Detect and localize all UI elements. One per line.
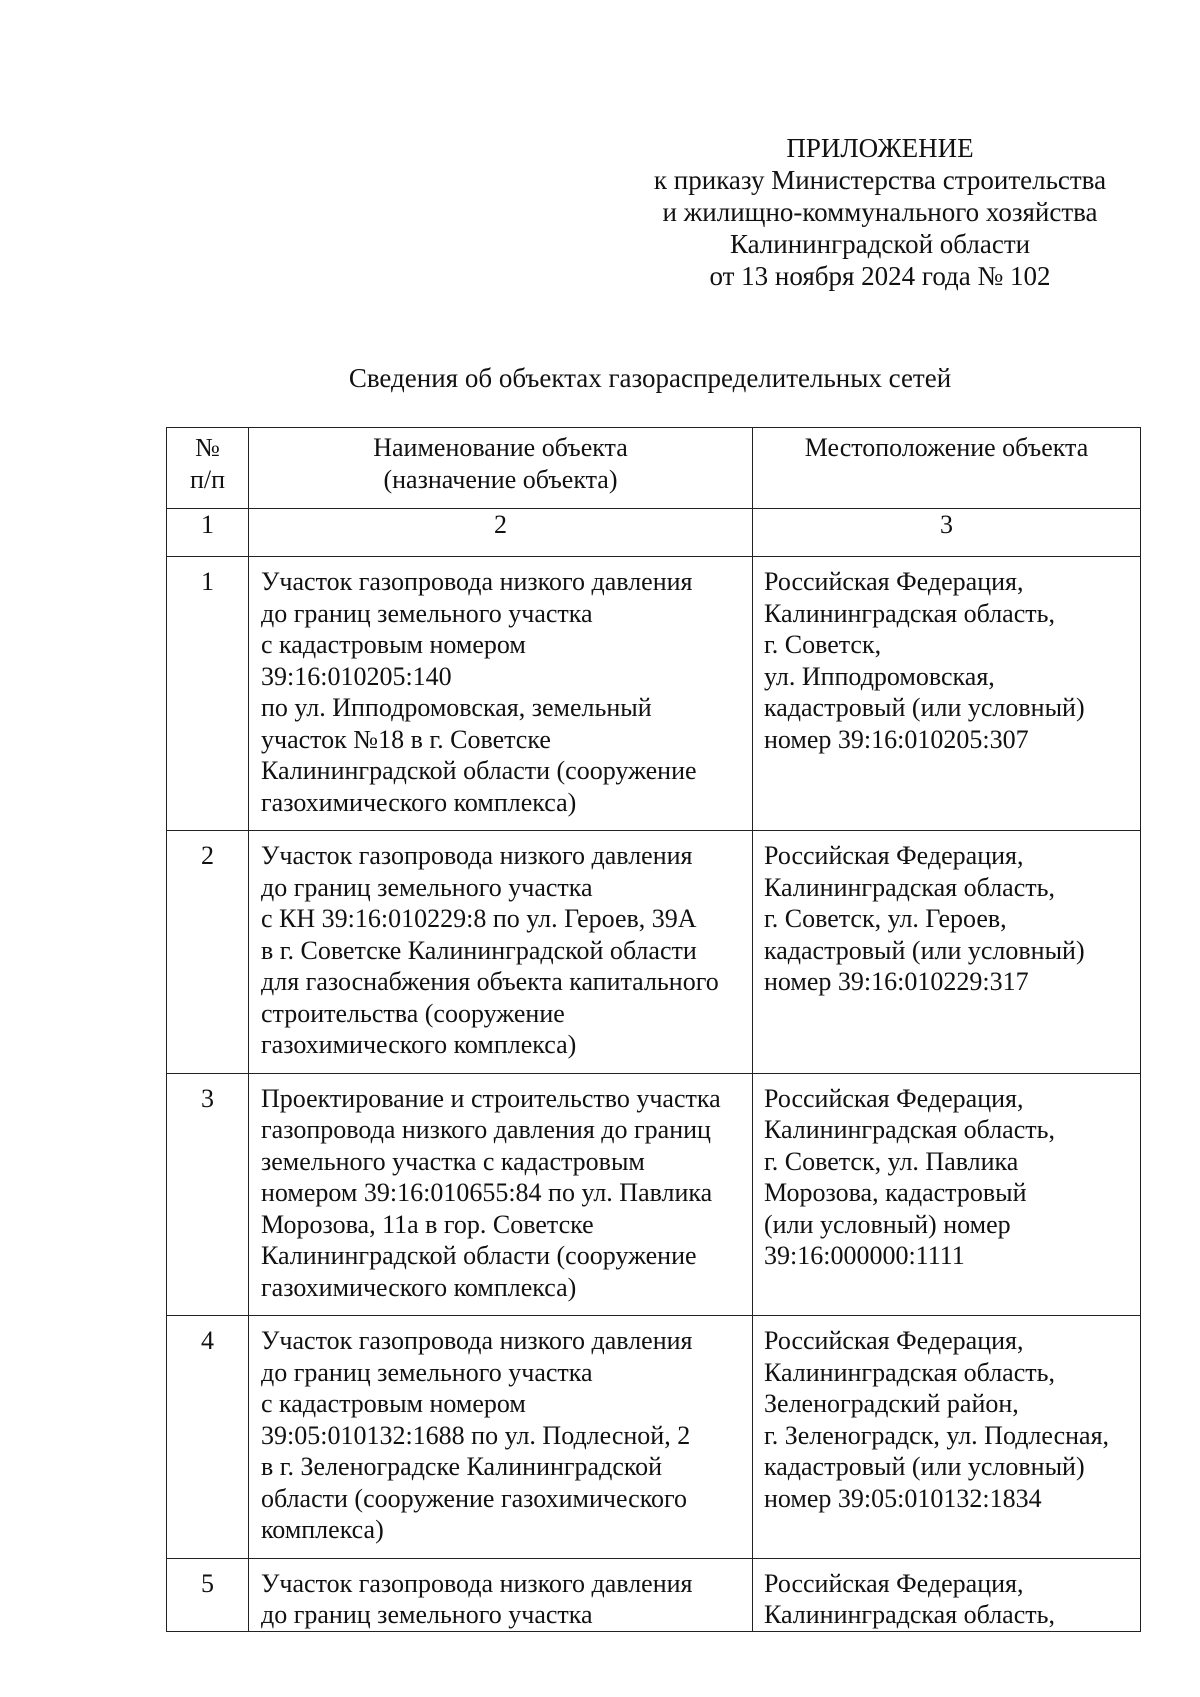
object-location-line: кадастровый (или условный) <box>764 1452 1085 1481</box>
gas-network-objects-table <box>166 427 1141 1632</box>
object-name-line: газопровода низкого давления до границ <box>261 1115 711 1144</box>
object-name-line: газохимического комплекса) <box>261 787 577 817</box>
object-name-line: Морозова, 11а в гор. Советске <box>261 1209 594 1239</box>
object-location-line: г. Советск, ул. Павлика <box>764 1146 1019 1176</box>
row-number: 5 <box>167 1558 249 1631</box>
object-location-line: ул. Ипподромовская, <box>764 661 995 691</box>
object-location-line: номер 39:16:010205:307 <box>764 724 1029 754</box>
object-name-line: Участок газопровода низкого давления <box>261 1326 693 1355</box>
object-location-line: Российская Федерация, <box>764 1326 1024 1355</box>
object-location-line: Российская Федерация, <box>764 1083 1024 1113</box>
object-name-line: номером 39:16:010655:84 по ул. Павлика <box>261 1178 713 1207</box>
table-header-row <box>167 428 1141 509</box>
object-name-line: области (сооружение газохимического <box>261 1483 688 1513</box>
column-index-3: 3 <box>753 509 1141 557</box>
object-location-cell <box>753 557 1141 831</box>
object-name-line: по ул. Ипподромовская, земельный <box>261 693 652 722</box>
page-title: Сведения об объектах газораспределительных сетей <box>348 363 952 393</box>
order-line-2: и жилищно-коммунального хозяйства <box>662 197 1098 227</box>
object-location-line: Калининградская область, <box>764 598 1055 628</box>
object-name-line: участок №18 в г. Советске <box>261 724 551 754</box>
header-object-location: Местоположение объекта <box>753 428 1141 509</box>
object-name-line: Калининградской области (сооружение <box>261 756 697 785</box>
row-number: 4 <box>167 1316 249 1559</box>
object-location-line: г. Советск, ул. Героев, <box>764 904 1007 933</box>
object-name-line: газохимического комплекса) <box>261 1030 577 1059</box>
object-name-cell <box>249 1073 753 1316</box>
object-name-line: до границ земельного участка <box>261 872 593 902</box>
order-line-1: к приказу Министерства строительства <box>653 165 1107 195</box>
object-name-line: до границ земельного участка <box>261 1600 593 1629</box>
order-line-3: Калининградской области <box>729 229 1031 259</box>
column-index-1: 1 <box>167 509 249 557</box>
object-name-line: комплекса) <box>261 1515 384 1544</box>
object-location-line: номер 39:05:010132:1834 <box>764 1483 1042 1513</box>
order-date-number: от 13 ноября 2024 года № 102 <box>709 261 1051 291</box>
column-index-2: 2 <box>249 509 753 557</box>
table-row <box>167 1073 1141 1316</box>
row-number: 3 <box>167 1073 249 1316</box>
row-number: 1 <box>167 557 249 831</box>
object-location-cell <box>753 1073 1141 1316</box>
appendix-label: ПРИЛОЖЕНИЕ <box>786 133 974 163</box>
object-name-line: с кадастровым номером <box>261 1389 526 1418</box>
object-location-line: кадастровый (или условный) <box>764 935 1085 965</box>
object-name-line: Участок газопровода низкого давления <box>261 1568 693 1598</box>
object-name-line: Участок газопровода низкого давления <box>261 841 693 870</box>
object-location-line: кадастровый (или условный) <box>764 693 1085 722</box>
object-location-line: Российская Федерация, <box>764 1568 1024 1598</box>
object-location-line: Калининградская область, <box>764 1115 1055 1144</box>
object-name-line: 39:16:010205:140 <box>261 661 452 691</box>
object-location-line: Российская Федерация, <box>764 841 1024 870</box>
object-name-line: с КН 39:16:010229:8 по ул. Героев, 39А <box>261 904 697 933</box>
object-location-line: Зеленоградский район, <box>764 1389 1019 1418</box>
object-name-line: Калининградской области (сооружение <box>261 1241 697 1270</box>
object-name-cell <box>249 1316 753 1559</box>
object-location-line: 39:16:000000:1111 <box>764 1241 965 1270</box>
object-name-line: строительства (сооружение <box>261 998 565 1028</box>
row-number: 2 <box>167 831 249 1074</box>
header-num: № п/п <box>167 428 249 509</box>
object-location-cell <box>753 831 1141 1074</box>
object-name-line: для газоснабжения объекта капитального <box>261 967 719 996</box>
object-name-line: Проектирование и строительство участка <box>261 1083 721 1113</box>
table-row <box>167 557 1141 831</box>
object-name-line: с кадастровым номером <box>261 630 526 659</box>
object-location-cell <box>753 1558 1141 1631</box>
object-name-line: 39:05:010132:1688 по ул. Подлесной, 2 <box>261 1420 691 1450</box>
object-name-line: в г. Зеленоградске Калининградской <box>261 1452 663 1481</box>
appendix-header <box>640 132 1120 292</box>
object-name-line: до границ земельного участка <box>261 1357 593 1387</box>
object-name-line: в г. Советске Калининградской области <box>261 935 697 965</box>
object-location-line: г. Зеленоградск, ул. Подлесная, <box>764 1420 1110 1450</box>
table-body <box>167 557 1141 1632</box>
object-name-line: Участок газопровода низкого давления <box>261 567 693 596</box>
object-name-cell <box>249 1558 753 1631</box>
table-row <box>167 1558 1141 1631</box>
object-name-line: до границ земельного участка <box>261 598 593 628</box>
object-location-line: (или условный) номер <box>764 1209 1011 1239</box>
object-location-line: Российская Федерация, <box>764 567 1024 596</box>
object-location-cell <box>753 1316 1141 1559</box>
table-row <box>167 1316 1141 1559</box>
object-location-line: г. Советск, <box>764 630 882 659</box>
object-location-line: Морозова, кадастровый <box>764 1178 1027 1207</box>
object-location-line: Калининградская область, <box>764 1600 1055 1629</box>
object-name-cell <box>249 831 753 1074</box>
column-index-row <box>167 509 1141 557</box>
object-location-line: номер 39:16:010229:317 <box>764 967 1029 996</box>
object-name-line: газохимического комплекса) <box>261 1272 577 1302</box>
object-location-line: Калининградская область, <box>764 1357 1055 1387</box>
object-location-line: Калининградская область, <box>764 872 1055 902</box>
table-row <box>167 831 1141 1074</box>
object-name-line: земельного участка с кадастровым <box>261 1146 645 1176</box>
object-name-cell <box>249 557 753 831</box>
header-object-name: Наименование объекта (назначение объекта) <box>249 428 753 509</box>
